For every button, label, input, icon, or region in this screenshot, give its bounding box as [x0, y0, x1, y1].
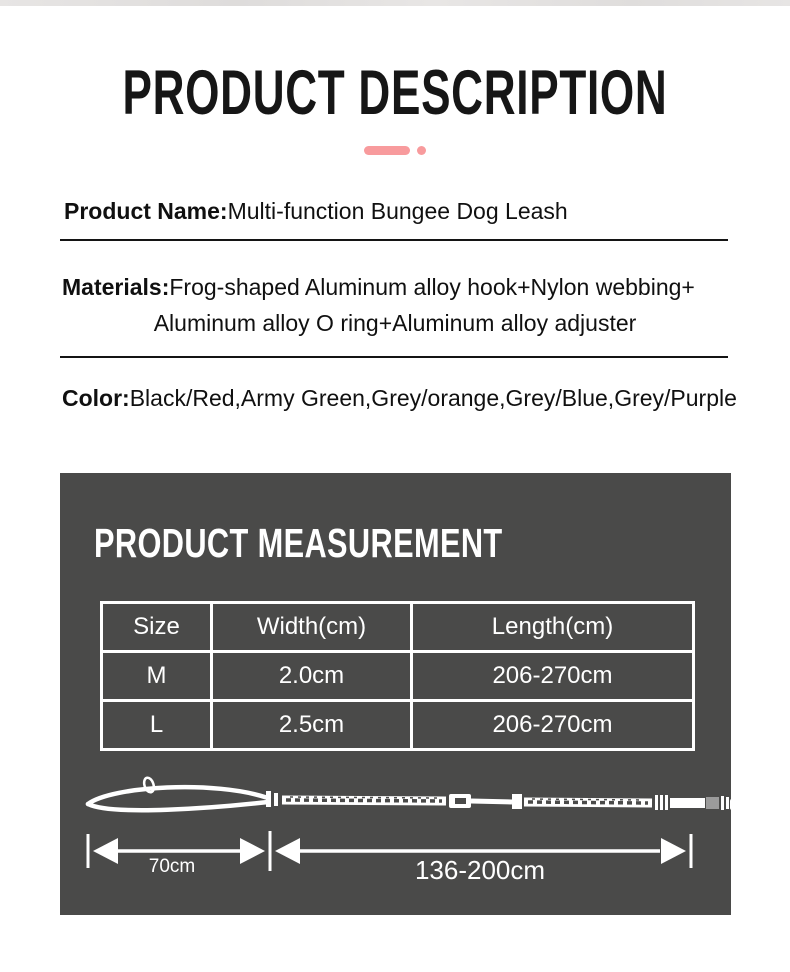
- product-name-value: Multi-function Bungee Dog Leash: [227, 198, 568, 224]
- cell-length-l: 206-270cm: [412, 701, 694, 750]
- top-image-edge: [0, 0, 790, 6]
- table-row: [102, 701, 694, 750]
- header-length: Length(cm): [412, 603, 694, 652]
- page-title: PRODUCT DESCRIPTION: [122, 58, 668, 128]
- measurement-title: PRODUCT MEASUREMENT: [94, 520, 503, 566]
- table-header-row: [102, 603, 694, 652]
- leash-length-label: 136-200cm: [414, 855, 546, 885]
- title-accent-divider: [0, 146, 790, 155]
- leash-measurement-diagram: [60, 773, 731, 913]
- measure-arrow-leash: [275, 834, 691, 885]
- cell-size-m: M: [102, 652, 212, 701]
- handle-length-label: 70cm: [148, 856, 196, 877]
- spec-color: [62, 384, 737, 413]
- spec-product-name: [64, 197, 568, 226]
- cell-width-m: 2.0cm: [212, 652, 412, 701]
- measure-arrow-handle: [88, 831, 270, 877]
- color-value: Black/Red,Army Green,Grey/orange,Grey/Blue,Grey/Purple: [129, 385, 737, 411]
- cell-length-m: 206-270cm: [412, 652, 694, 701]
- accent-dot: [417, 146, 426, 155]
- product-name-label: Product Name:: [64, 198, 228, 224]
- divider-line: [60, 239, 728, 241]
- cell-width-l: 2.5cm: [212, 701, 412, 750]
- spec-materials: [62, 273, 695, 302]
- spec-materials-continued: [0, 309, 790, 338]
- materials-value-line2: Aluminum alloy O ring+Aluminum alloy adjuster: [153, 310, 637, 336]
- materials-value-line1: Frog-shaped Aluminum alloy hook+Nylon webbing+: [169, 274, 695, 300]
- materials-label: Materials:: [62, 274, 170, 300]
- cell-size-l: L: [102, 701, 212, 750]
- table-row: [102, 652, 694, 701]
- header-width: Width(cm): [212, 603, 412, 652]
- header-size: Size: [102, 603, 212, 652]
- snap-hook-icon: [730, 797, 731, 815]
- divider-line: [60, 356, 728, 358]
- grey-tab: [706, 797, 719, 809]
- accent-pill: [364, 146, 410, 155]
- measurement-panel: [60, 473, 731, 915]
- measurement-table: [100, 601, 695, 751]
- color-label: Color:: [62, 385, 130, 411]
- leash-illustration: [88, 776, 731, 814]
